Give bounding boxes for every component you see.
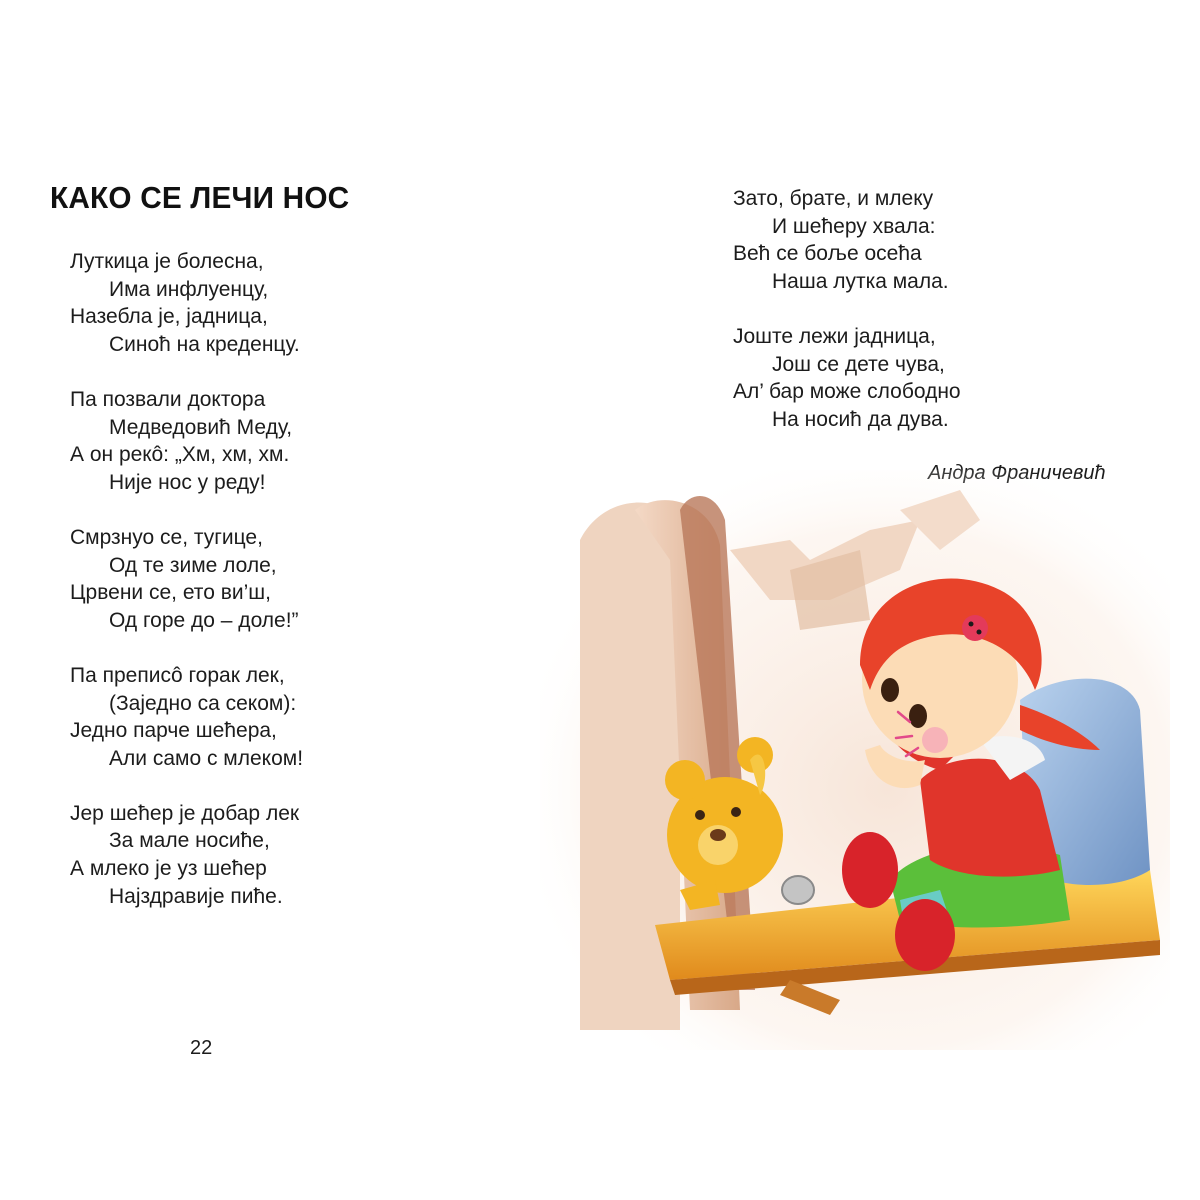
poem-line: Још се дете чува,	[772, 352, 945, 376]
stanza	[70, 800, 303, 910]
stanza	[70, 662, 303, 772]
poem-line: Ал’ бар може слободно	[733, 380, 961, 404]
poem-column-right	[733, 185, 961, 461]
poem-line: Зато, брате, и млеку	[733, 187, 934, 210]
poem-line: Медведовић Меду,	[109, 415, 293, 439]
poem-line: Луткица је болесна,	[70, 250, 264, 273]
poem-line: За мале носиће,	[109, 829, 270, 853]
poem-line: На носић да дува.	[772, 407, 949, 431]
poem-line: А млеко је уз шећер	[70, 857, 267, 881]
poem-line: И шећеру хвала:	[772, 214, 936, 238]
poem-line: Није нос у реду!	[109, 470, 266, 494]
poem-line: Од горе до – доле!”	[109, 608, 299, 632]
stanza	[733, 185, 961, 295]
stanza	[70, 248, 303, 358]
poem-title: КАКО СЕ ЛЕЧИ НОС	[50, 180, 350, 215]
poem-column-left	[70, 248, 303, 938]
shelf-bolt	[782, 876, 814, 904]
poem-line: Синоћ на креденцу.	[109, 332, 300, 356]
child-with-bear-illustration	[540, 450, 1170, 1050]
stanza	[70, 386, 303, 496]
poem-line: Назебла је, јадница,	[70, 305, 268, 329]
poem-line: Па преписô горак лек,	[70, 663, 285, 687]
poem-line: Једно парче шећера,	[70, 719, 277, 743]
page-number: 22	[190, 1037, 213, 1059]
poem-line: Али само с млеком!	[109, 746, 304, 770]
poem-line: Има инфлуенцу,	[109, 277, 269, 301]
poem-line: Од те зиме лоле,	[109, 553, 277, 577]
poem-line: Смрзнуо се, тугице,	[70, 525, 263, 549]
poem-line: Најздравије пиће.	[109, 884, 283, 908]
poem-line: Већ се боље осећа	[733, 242, 922, 266]
poem-line: Црвени се, ето ви’ш,	[70, 581, 271, 605]
poem-line: А он рекô: „Хм, хм, хм.	[70, 443, 290, 467]
stanza	[70, 524, 303, 634]
poem-line: Па позвали доктора	[70, 387, 266, 411]
poem-line: Јер шећер је добар лек	[70, 801, 300, 825]
poem-line: (Заједно са секом):	[109, 691, 297, 715]
poem-line: Наша лутка мала.	[772, 269, 949, 293]
stanza	[733, 323, 961, 433]
poem-line: Јоште лежи јадница,	[733, 324, 936, 348]
